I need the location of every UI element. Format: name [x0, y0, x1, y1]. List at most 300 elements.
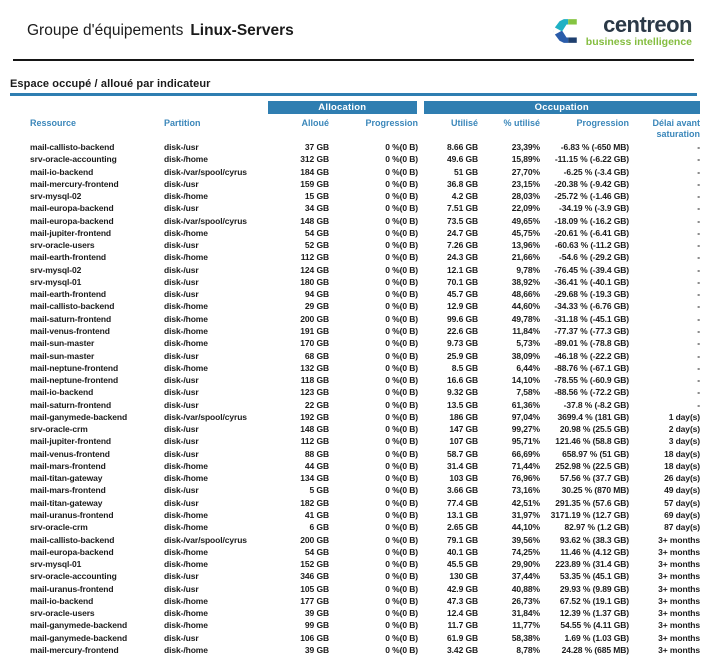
- cell-utilise: 12.4 GB: [447, 608, 479, 619]
- cell-ressource: mail-neptune-frontend: [30, 375, 119, 386]
- cell-alloue: 170 GB: [300, 338, 329, 349]
- cell-ressource: mail-mercury-frontend: [30, 178, 119, 189]
- table-row: [10, 276, 700, 288]
- table-row: [10, 202, 700, 214]
- logo-text: [586, 14, 692, 49]
- cell-partition: disk-/home: [164, 154, 208, 165]
- table-row: [10, 166, 700, 178]
- cell-utilise: 3.42 GB: [447, 644, 479, 655]
- cell-progression-occupation: -88.56 % (-72.2 GB): [554, 387, 630, 398]
- table-row: [10, 313, 700, 325]
- cell-delai-saturation: -: [697, 240, 701, 251]
- cell-partition: disk-/usr: [164, 399, 199, 410]
- cell-alloue: 106 GB: [300, 632, 329, 643]
- cell-delai-saturation: 18 day(s): [664, 448, 701, 459]
- cell-partition: disk-/home: [164, 473, 208, 484]
- cell-progression-allocation: 0 %(0 B): [385, 644, 419, 655]
- cell-ressource: mail-saturn-frontend: [30, 399, 112, 410]
- cell-alloue: 5 GB: [309, 485, 329, 496]
- cell-pct-utilise: 28,03%: [511, 191, 541, 202]
- table-row: [10, 325, 700, 337]
- cell-ressource: mail-callisto-backend: [30, 534, 115, 545]
- cell-ressource: mail-ganymede-backend: [30, 632, 128, 643]
- table-row: [10, 595, 700, 607]
- title-prefix: Groupe d'équipements: [27, 22, 184, 39]
- cell-delai-saturation: 87 day(s): [664, 522, 701, 533]
- cell-alloue: 39 GB: [304, 644, 329, 655]
- cell-alloue: 112 GB: [300, 436, 329, 447]
- cell-pct-utilise: 45,75%: [511, 227, 541, 238]
- cell-partition: disk-/usr: [164, 276, 199, 287]
- cell-partition: disk-/home: [164, 644, 208, 655]
- cell-partition: disk-/usr: [164, 142, 199, 152]
- table-row: [10, 251, 700, 263]
- cell-progression-allocation: 0 %(0 B): [385, 166, 419, 177]
- cell-pct-utilise: 15,89%: [511, 154, 541, 165]
- cell-ressource: mail-europa-backend: [30, 215, 114, 226]
- cell-partition: disk-/home: [164, 325, 208, 336]
- cell-ressource: srv-mysql-02: [30, 264, 82, 275]
- cell-pct-utilise: 37,44%: [511, 571, 541, 582]
- cell-partition: disk-/var/spool/cyrus: [164, 534, 247, 545]
- cell-ressource: srv-mysql-01: [30, 559, 82, 570]
- cell-progression-allocation: 0 %(0 B): [385, 411, 419, 422]
- cell-delai-saturation: -: [697, 178, 701, 189]
- cell-utilise: 99.6 GB: [447, 313, 479, 324]
- table-row: [10, 644, 700, 656]
- cell-delai-saturation: -: [697, 362, 701, 373]
- cell-progression-allocation: 0 %(0 B): [385, 571, 419, 582]
- cell-progression-allocation: 0 %(0 B): [385, 203, 419, 214]
- cell-alloue: 68 GB: [304, 350, 329, 361]
- cell-alloue: 123 GB: [300, 387, 329, 398]
- cell-delai-saturation: -: [697, 399, 701, 410]
- cell-partition: disk-/home: [164, 608, 208, 619]
- table-row: [10, 619, 700, 631]
- cell-utilise: 12.9 GB: [447, 301, 479, 312]
- column-header-ressource: Ressource: [30, 118, 77, 128]
- cell-partition: disk-/home: [164, 620, 208, 631]
- cell-utilise: 12.1 GB: [447, 264, 479, 275]
- cell-partition: disk-/usr: [164, 203, 199, 214]
- occupation-group-header: Occupation: [420, 101, 700, 114]
- cell-alloue: 94 GB: [304, 289, 329, 300]
- cell-partition: disk-/usr: [164, 571, 199, 582]
- table-row: [10, 362, 700, 374]
- cell-pct-utilise: 49,65%: [511, 215, 541, 226]
- column-header-utilise: Utilisé: [451, 118, 479, 128]
- cell-ressource: mail-mars-frontend: [30, 460, 106, 471]
- cell-utilise: 45.5 GB: [447, 559, 479, 570]
- cell-alloue: 99 GB: [304, 620, 329, 631]
- cell-alloue: 105 GB: [300, 583, 329, 594]
- cell-progression-occupation: -78.55 % (-60.9 GB): [554, 375, 630, 386]
- cell-ressource: srv-oracle-crm: [30, 522, 88, 533]
- cell-ressource: mail-earth-frontend: [30, 289, 107, 300]
- cell-delai-saturation: -: [697, 313, 701, 324]
- cell-delai-saturation: -: [697, 191, 701, 202]
- cell-ressource: mail-io-backend: [30, 166, 94, 177]
- cell-progression-occupation: -29.68 % (-19.3 GB): [554, 289, 630, 300]
- table-row: [10, 399, 700, 411]
- cell-pct-utilise: 11,77%: [512, 620, 541, 631]
- cell-pct-utilise: 40,88%: [511, 583, 541, 594]
- cell-alloue: 148 GB: [300, 215, 329, 226]
- cell-alloue: 88 GB: [304, 448, 329, 459]
- cell-progression-allocation: 0 %(0 B): [385, 509, 419, 520]
- cell-partition: disk-/usr: [164, 178, 199, 189]
- cell-delai-saturation: -: [697, 154, 701, 165]
- table-row: [10, 264, 700, 276]
- column-header-pct-utilise: % utilisé: [503, 118, 541, 128]
- cell-alloue: 34 GB: [304, 203, 329, 214]
- cell-pct-utilise: 13,96%: [511, 240, 541, 251]
- cell-delai-saturation: 3+ months: [658, 546, 701, 557]
- table-row: [10, 153, 700, 165]
- cell-pct-utilise: 44,60%: [511, 301, 541, 312]
- cell-ressource: mail-saturn-frontend: [30, 313, 112, 324]
- cell-pct-utilise: 9,78%: [516, 264, 541, 275]
- cell-utilise: 45.7 GB: [447, 289, 479, 300]
- cell-ressource: mail-venus-frontend: [30, 448, 110, 459]
- cell-delai-saturation: -: [697, 350, 701, 361]
- cell-progression-allocation: 0 %(0 B): [385, 497, 419, 508]
- cell-alloue: 44 GB: [304, 460, 329, 471]
- cell-delai-saturation: 69 day(s): [664, 509, 701, 520]
- table-row: [10, 509, 700, 521]
- column-header-partition: Partition: [164, 118, 201, 128]
- cell-pct-utilise: 48,66%: [511, 289, 541, 300]
- cell-partition: disk-/home: [164, 252, 208, 263]
- cell-utilise: 79.1 GB: [447, 534, 479, 545]
- cell-progression-occupation: -6.25 % (-3.4 GB): [563, 166, 630, 177]
- cell-progression-occupation: -20.38 % (-9.42 GB): [554, 178, 630, 189]
- cell-alloue: 180 GB: [300, 276, 329, 287]
- cell-utilise: 107 GB: [449, 436, 479, 447]
- cell-progression-allocation: 0 %(0 B): [385, 350, 419, 361]
- allocation-group-header: Allocation: [268, 101, 420, 114]
- cell-alloue: 312 GB: [300, 154, 329, 165]
- cell-progression-allocation: 0 %(0 B): [385, 191, 419, 202]
- cell-alloue: 200 GB: [300, 534, 329, 545]
- cell-alloue: 22 GB: [304, 399, 329, 410]
- cell-utilise: 16.6 GB: [447, 375, 479, 386]
- cell-utilise: 3.66 GB: [447, 485, 479, 496]
- table-row: [10, 460, 700, 472]
- table-row: [10, 607, 700, 619]
- cell-alloue: 182 GB: [300, 497, 329, 508]
- cell-pct-utilise: 22,09%: [511, 203, 541, 214]
- cell-progression-occupation: -34.33 % (-6.76 GB): [554, 301, 630, 312]
- table-row: [10, 546, 700, 558]
- table-row: [10, 227, 700, 239]
- cell-alloue: 39 GB: [304, 608, 329, 619]
- cell-ressource: mail-titan-gateway: [30, 473, 103, 484]
- cell-progression-allocation: 0 %(0 B): [385, 620, 419, 631]
- cell-utilise: 70.1 GB: [447, 276, 479, 287]
- cell-ressource: mail-jupiter-frontend: [30, 436, 112, 447]
- cell-ressource: srv-oracle-accounting: [30, 154, 117, 165]
- column-header-row: [10, 114, 700, 141]
- cell-delai-saturation: 3+ months: [658, 620, 701, 631]
- cell-progression-allocation: 0 %(0 B): [385, 387, 419, 398]
- cell-alloue: 184 GB: [300, 166, 329, 177]
- table-row: [10, 411, 700, 423]
- cell-partition: disk-/var/spool/cyrus: [164, 215, 247, 226]
- cell-pct-utilise: 39,56%: [511, 534, 541, 545]
- cell-partition: disk-/home: [164, 460, 208, 471]
- cell-progression-allocation: 0 %(0 B): [385, 276, 419, 287]
- cell-utilise: 103 GB: [449, 473, 479, 484]
- cell-ressource: srv-oracle-users: [30, 608, 95, 619]
- group-header-spacer: [10, 101, 268, 114]
- cell-utilise: 130 GB: [449, 571, 479, 582]
- cell-ressource: srv-oracle-accounting: [30, 571, 117, 582]
- cell-partition: disk-/home: [164, 362, 208, 373]
- table-row: [10, 288, 700, 300]
- brand-tagline: business intelligence: [585, 36, 692, 48]
- cell-ressource: mail-uranus-frontend: [30, 583, 114, 594]
- cell-progression-allocation: 0 %(0 B): [385, 215, 419, 226]
- cell-progression-occupation: -54.6 % (-29.2 GB): [559, 252, 630, 263]
- cell-pct-utilise: 66,69%: [511, 448, 541, 459]
- cell-alloue: 37 GB: [304, 142, 329, 152]
- cell-delai-saturation: -: [697, 252, 701, 263]
- cell-progression-allocation: 0 %(0 B): [385, 546, 419, 557]
- cell-alloue: 177 GB: [300, 595, 329, 606]
- cell-utilise: 13.5 GB: [447, 399, 479, 410]
- column-header-progression-occupation: Progression: [576, 118, 630, 128]
- table-row: [10, 484, 700, 496]
- cell-progression-occupation: 57.56 % (37.7 GB): [559, 473, 630, 484]
- cell-ressource: mail-sun-master: [30, 350, 95, 361]
- cell-pct-utilise: 49,78%: [511, 313, 541, 324]
- cell-alloue: 346 GB: [300, 571, 329, 582]
- cell-utilise: 24.3 GB: [447, 252, 479, 263]
- cell-progression-allocation: 0 %(0 B): [385, 264, 419, 275]
- cell-utilise: 186 GB: [449, 411, 479, 422]
- cell-progression-allocation: 0 %(0 B): [385, 178, 419, 189]
- cell-partition: disk-/home: [164, 522, 208, 533]
- cell-progression-allocation: 0 %(0 B): [385, 424, 419, 435]
- cell-pct-utilise: 14,10%: [511, 375, 541, 386]
- cell-pct-utilise: 5,73%: [516, 338, 541, 349]
- cell-progression-occupation: 11.46 % (4.12 GB): [560, 546, 630, 557]
- cell-utilise: 51 GB: [453, 166, 479, 177]
- cell-alloue: 54 GB: [304, 227, 329, 238]
- cell-progression-occupation: -34.19 % (-3.9 GB): [559, 203, 630, 214]
- cell-progression-allocation: 0 %(0 B): [385, 460, 419, 471]
- cell-ressource: mail-io-backend: [30, 387, 94, 398]
- cell-progression-occupation: 93.62 % (38.3 GB): [559, 534, 630, 545]
- cell-delai-saturation: -: [697, 387, 701, 398]
- cell-progression-occupation: 20.98 % (25.5 GB): [559, 424, 630, 435]
- cell-utilise: 13.1 GB: [447, 509, 479, 520]
- cell-delai-saturation: -: [697, 325, 701, 336]
- cell-ressource: mail-mars-frontend: [30, 485, 106, 496]
- cell-pct-utilise: 74,25%: [511, 546, 541, 557]
- cell-alloue: 54 GB: [304, 546, 329, 557]
- table-row: [10, 350, 700, 362]
- cell-delai-saturation: -: [697, 289, 701, 300]
- cell-progression-allocation: 0 %(0 B): [385, 375, 419, 386]
- centreon-chevron-icon: [553, 17, 579, 45]
- cell-alloue: 15 GB: [304, 191, 329, 202]
- cell-progression-allocation: 0 %(0 B): [385, 154, 419, 165]
- table-row: [10, 521, 700, 533]
- cell-alloue: 192 GB: [300, 411, 329, 422]
- cell-progression-allocation: 0 %(0 B): [385, 436, 419, 447]
- cell-alloue: 6 GB: [309, 522, 329, 533]
- cell-progression-allocation: 0 %(0 B): [385, 227, 419, 238]
- table-row: [10, 374, 700, 386]
- cell-partition: disk-/usr: [164, 289, 199, 300]
- cell-delai-saturation: 26 day(s): [664, 473, 701, 484]
- table-row: [10, 141, 700, 153]
- cell-utilise: 8.5 GB: [451, 362, 479, 373]
- cell-ressource: srv-mysql-02: [30, 191, 82, 202]
- cell-alloue: 152 GB: [300, 559, 329, 570]
- cell-pct-utilise: 73,16%: [511, 485, 541, 496]
- table-row: [10, 423, 700, 435]
- cell-partition: disk-/var/spool/cyrus: [164, 166, 247, 177]
- cell-progression-occupation: 53.35 % (45.1 GB): [559, 571, 630, 582]
- cell-progression-occupation: 29.93 % (9.89 GB): [559, 583, 630, 594]
- cell-utilise: 77.4 GB: [447, 497, 479, 508]
- cell-utilise: 8.66 GB: [447, 142, 479, 152]
- cell-pct-utilise: 31,97%: [511, 509, 541, 520]
- cell-utilise: 40.1 GB: [447, 546, 479, 557]
- cell-progression-occupation: -18.09 % (-16.2 GB): [554, 215, 630, 226]
- cell-delai-saturation: -: [697, 276, 701, 287]
- page-title: [27, 22, 294, 40]
- cell-progression-occupation: -31.18 % (-45.1 GB): [554, 313, 630, 324]
- cell-pct-utilise: 38,92%: [511, 276, 541, 287]
- cell-alloue: 29 GB: [304, 301, 329, 312]
- cell-utilise: 7.26 GB: [447, 240, 479, 251]
- table-row: [10, 632, 700, 644]
- cell-progression-allocation: 0 %(0 B): [385, 362, 419, 373]
- cell-progression-occupation: -37.8 % (-8.2 GB): [563, 399, 630, 410]
- cell-ressource: mail-jupiter-frontend: [30, 227, 112, 238]
- cell-alloue: 191 GB: [300, 325, 329, 336]
- cell-partition: disk-/usr: [164, 387, 199, 398]
- cell-progression-occupation: -20.61 % (-6.41 GB): [554, 227, 630, 238]
- cell-alloue: 200 GB: [300, 313, 329, 324]
- cell-partition: disk-/home: [164, 559, 208, 570]
- cell-progression-occupation: -60.63 % (-11.2 GB): [554, 240, 630, 251]
- table-row: [10, 435, 700, 447]
- cell-partition: disk-/usr: [164, 632, 199, 643]
- cell-pct-utilise: 27,70%: [511, 166, 541, 177]
- cell-delai-saturation: -: [697, 338, 701, 349]
- cell-partition: disk-/home: [164, 546, 208, 557]
- indicator-table-body: [10, 141, 700, 656]
- cell-ressource: mail-europa-backend: [30, 203, 114, 214]
- cell-ressource: mail-sun-master: [30, 338, 95, 349]
- cell-progression-occupation: 54.55 % (4.11 GB): [560, 620, 630, 631]
- cell-utilise: 22.6 GB: [447, 325, 479, 336]
- cell-pct-utilise: 76,96%: [511, 473, 541, 484]
- table-row: [10, 215, 700, 227]
- cell-delai-saturation: 49 day(s): [664, 485, 701, 496]
- cell-progression-occupation: -6.83 % (-650 MB): [560, 142, 630, 152]
- cell-progression-allocation: 0 %(0 B): [385, 559, 419, 570]
- cell-pct-utilise: 6,44%: [516, 362, 541, 373]
- table-row: [10, 534, 700, 546]
- cell-alloue: 132 GB: [300, 362, 329, 373]
- cell-delai-saturation: -: [697, 375, 701, 386]
- cell-progression-occupation: 658.97 % (51 GB): [562, 448, 630, 459]
- cell-pct-utilise: 44,10%: [511, 522, 541, 533]
- cell-progression-occupation: 24.28 % (685 MB): [561, 644, 630, 655]
- cell-ressource: mail-earth-frontend: [30, 252, 107, 263]
- cell-pct-utilise: 11,84%: [512, 325, 541, 336]
- cell-pct-utilise: 23,39%: [511, 142, 541, 152]
- cell-pct-utilise: 97,04%: [511, 411, 541, 422]
- cell-progression-occupation: 3699.4 % (181 GB): [557, 411, 630, 422]
- cell-progression-occupation: -77.37 % (-77.3 GB): [554, 325, 630, 336]
- cell-ressource: mail-mercury-frontend: [30, 644, 119, 655]
- cell-partition: disk-/usr: [164, 350, 199, 361]
- cell-utilise: 9.73 GB: [447, 338, 479, 349]
- table-row: [10, 583, 700, 595]
- cell-progression-allocation: 0 %(0 B): [385, 632, 419, 643]
- cell-delai-saturation: -: [697, 142, 701, 152]
- cell-utilise: 49.6 GB: [447, 154, 479, 165]
- cell-delai-saturation: -: [697, 227, 701, 238]
- cell-utilise: 7.51 GB: [447, 203, 479, 214]
- cell-pct-utilise: 61,36%: [511, 399, 541, 410]
- cell-partition: disk-/home: [164, 595, 208, 606]
- cell-ressource: mail-io-backend: [30, 595, 94, 606]
- cell-utilise: 9.32 GB: [447, 387, 479, 398]
- cell-partition: disk-/home: [164, 313, 208, 324]
- cell-partition: disk-/usr: [164, 436, 199, 447]
- cell-utilise: 4.2 GB: [451, 191, 479, 202]
- cell-progression-allocation: 0 %(0 B): [385, 301, 419, 312]
- cell-alloue: 124 GB: [300, 264, 329, 275]
- table-row: [10, 472, 700, 484]
- cell-utilise: 147 GB: [449, 424, 479, 435]
- cell-progression-occupation: 3171.19 % (12.7 GB): [550, 509, 630, 520]
- cell-alloue: 112 GB: [300, 252, 329, 263]
- column-header-delai-saturation: Délai avant saturation: [652, 118, 701, 139]
- cell-utilise: 36.8 GB: [447, 178, 479, 189]
- cell-pct-utilise: 42,51%: [511, 497, 541, 508]
- cell-ressource: mail-neptune-frontend: [30, 362, 119, 373]
- table-row: [10, 190, 700, 202]
- cell-pct-utilise: 38,09%: [511, 350, 541, 361]
- cell-alloue: 41 GB: [304, 509, 329, 520]
- cell-delai-saturation: -: [697, 166, 701, 177]
- cell-progression-allocation: 0 %(0 B): [385, 313, 419, 324]
- cell-progression-allocation: 0 %(0 B): [385, 522, 419, 533]
- cell-delai-saturation: 57 day(s): [664, 497, 701, 508]
- cell-progression-occupation: -89.01 % (-78.8 GB): [554, 338, 630, 349]
- cell-progression-occupation: 291.35 % (57.6 GB): [555, 497, 630, 508]
- cell-delai-saturation: -: [697, 264, 701, 275]
- cell-utilise: 31.4 GB: [447, 460, 479, 471]
- cell-delai-saturation: -: [697, 215, 701, 226]
- cell-partition: disk-/var/spool/cyrus: [164, 411, 247, 422]
- cell-progression-allocation: 0 %(0 B): [385, 240, 419, 251]
- cell-utilise: 11.7 GB: [447, 620, 479, 631]
- section-title: Espace occupé / alloué par indicateur: [10, 78, 697, 96]
- cell-partition: disk-/usr: [164, 240, 199, 251]
- cell-progression-allocation: 0 %(0 B): [385, 608, 419, 619]
- table-row: [10, 178, 700, 190]
